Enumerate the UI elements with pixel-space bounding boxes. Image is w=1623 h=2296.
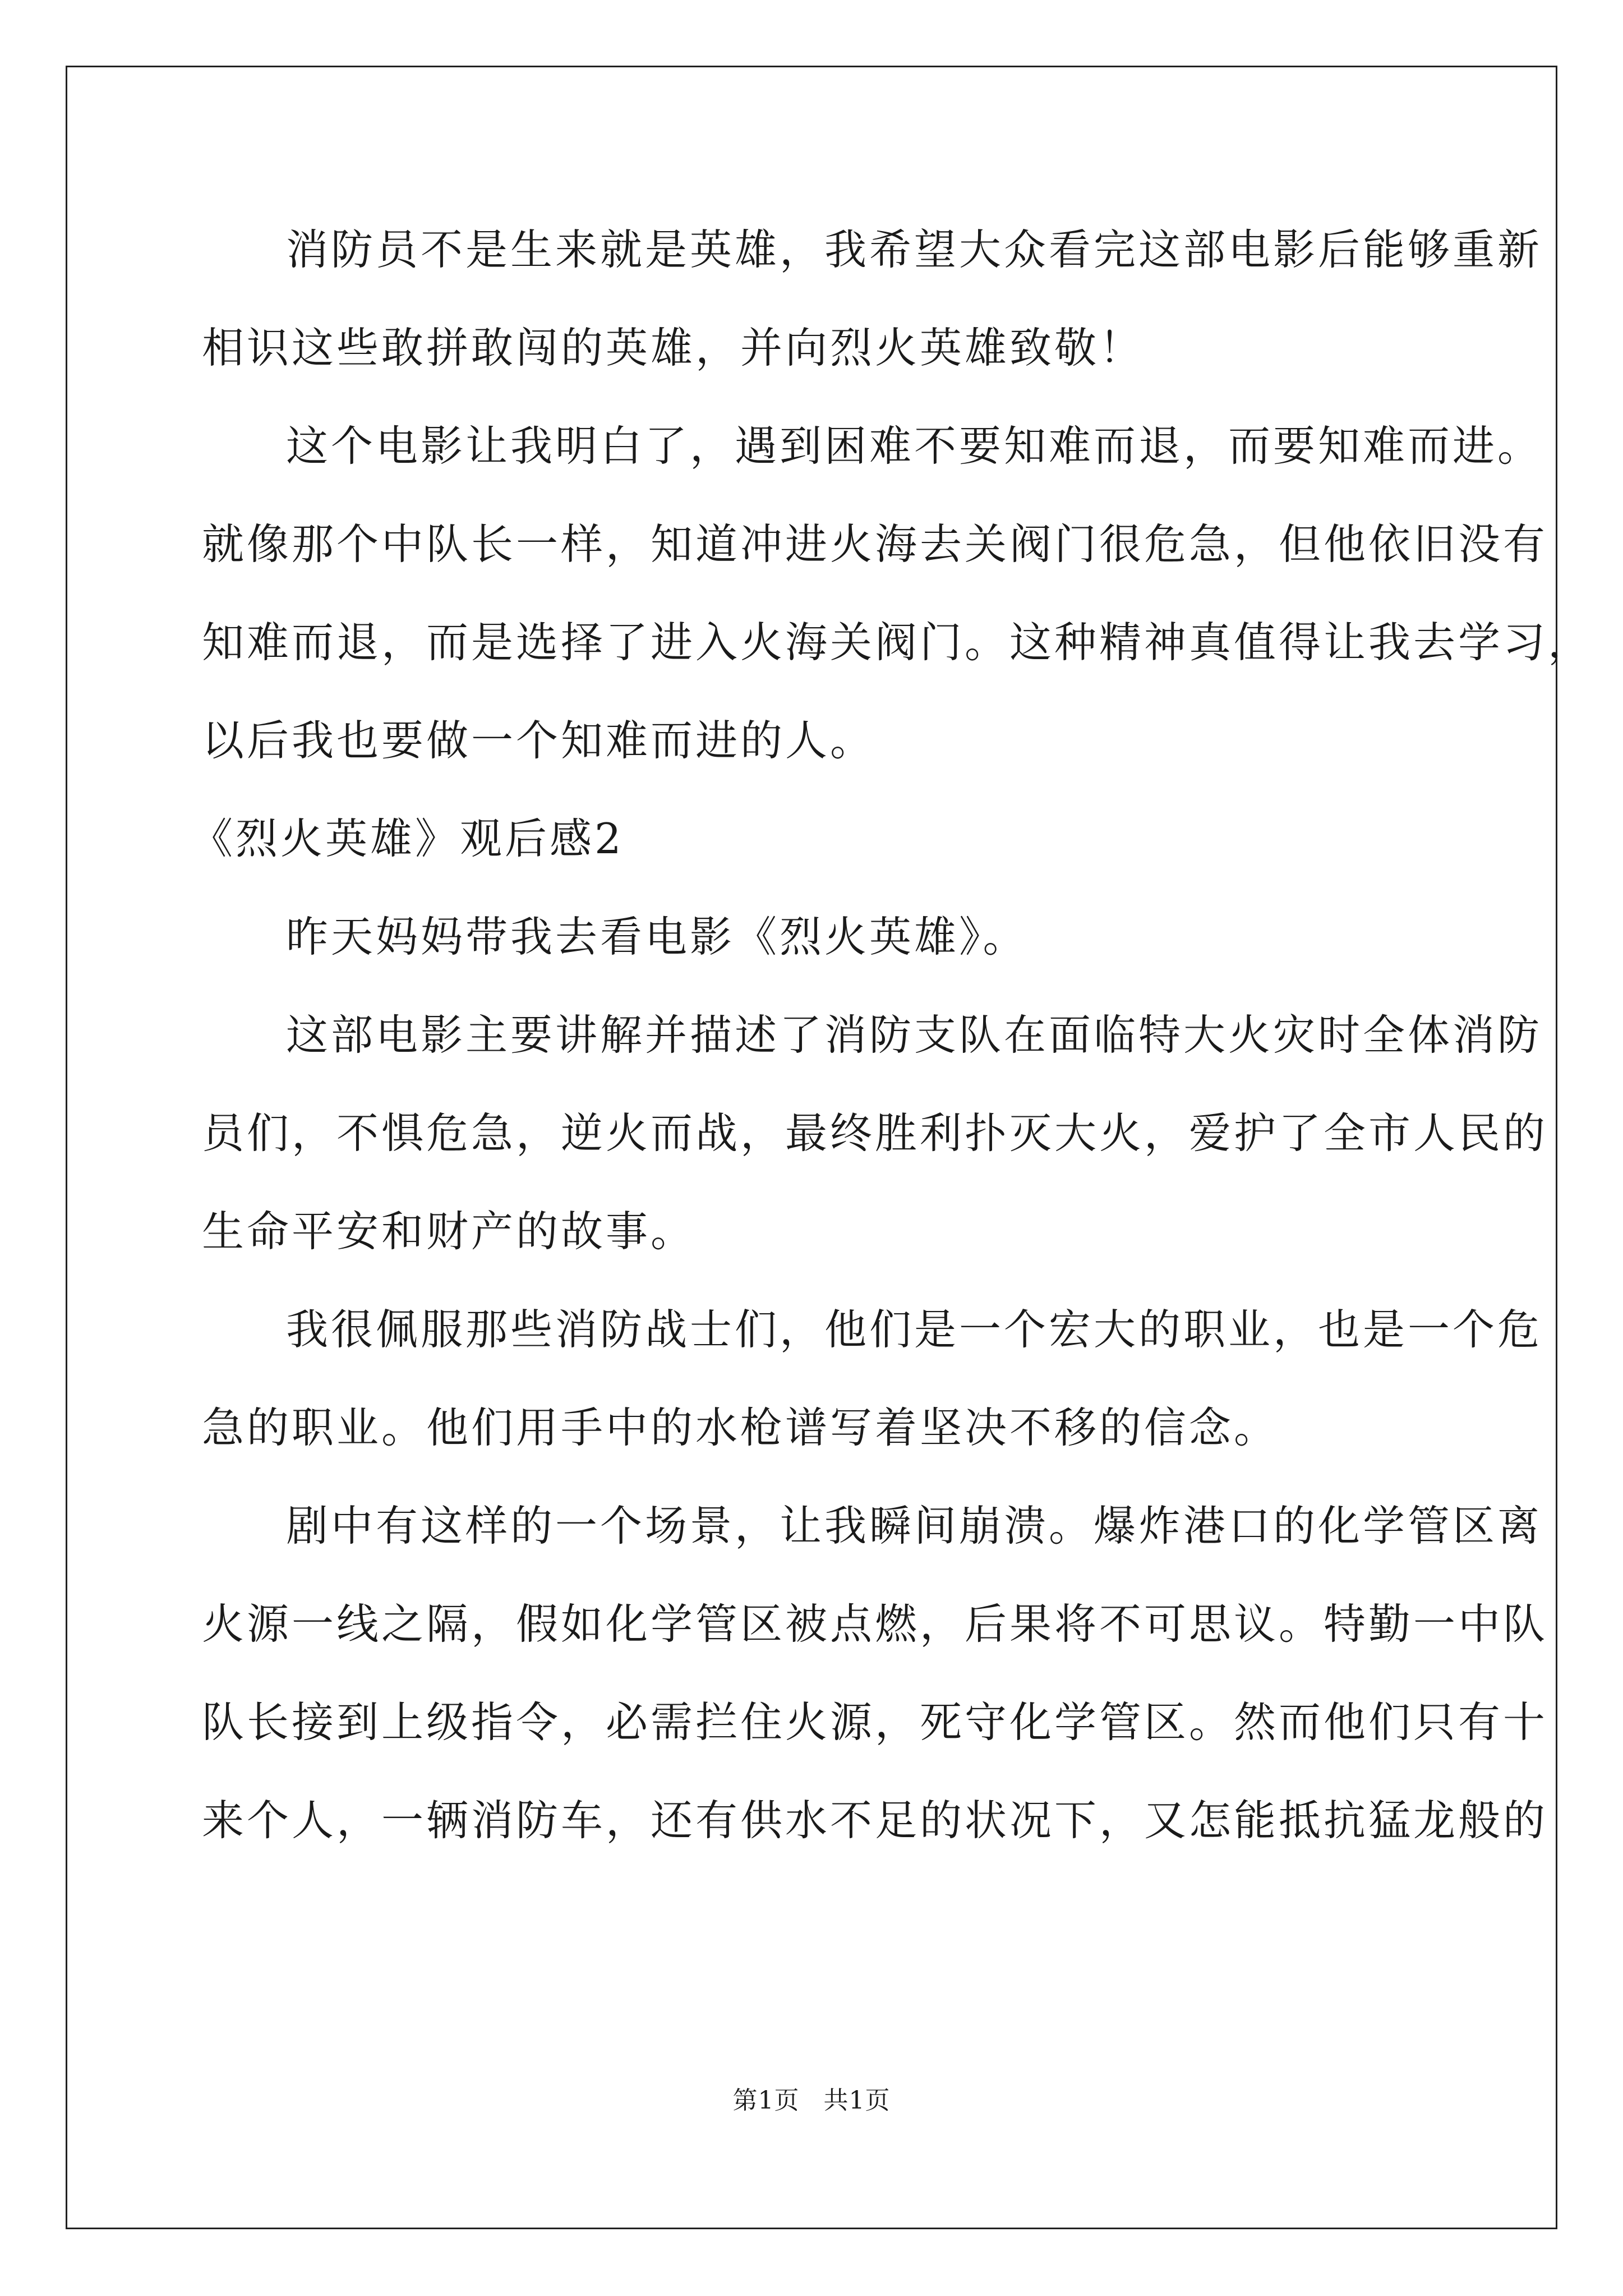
text-line: 火源一线之隔，假如化学管区被点燃，后果将不可思议。特勤一中队 — [202, 1599, 1548, 1649]
text-line: 昨天妈妈带我去看电影《烈火英雄》。 — [286, 912, 1028, 961]
text-line: 生命平安和财产的故事。 — [202, 1207, 696, 1256]
text-line: 剧中有这样的一个场景，让我瞬间崩溃。爆炸港口的化学管区离 — [286, 1501, 1543, 1550]
text-line: 以后我也要做一个知难而进的人。 — [202, 716, 875, 765]
text-line: 急的职业。他们用手中的水枪谱写着坚决不移的信念。 — [202, 1403, 1279, 1452]
text-line: 消防员不是生来就是英雄，我希望大众看完这部电影后能够重新 — [286, 225, 1543, 274]
text-line: 队长接到上级指令，必需拦住火源，死守化学管区。然而他们只有十 — [202, 1697, 1548, 1747]
text-line: 这个电影让我明白了，遇到困难不要知难而退，而要知难而进。 — [286, 421, 1543, 471]
page-number: 第1页 — [732, 2086, 800, 2115]
text-line: 来个人，一辆消防车，还有供水不足的状况下，又怎能抵抗猛龙般的 — [202, 1796, 1548, 1845]
text-line: 我很佩服那些消防战士们，他们是一个宏大的职业，也是一个危 — [286, 1305, 1543, 1354]
text-line: 知难而退，而是选择了进入火海关阀门。这种精神真值得让我去学习， — [202, 618, 1593, 667]
page-total: 共1页 — [823, 2086, 891, 2115]
text-line: 这部电影主要讲解并描述了消防支队在面临特大火灾时全体消防 — [286, 1010, 1543, 1060]
page-footer — [0, 2084, 1623, 2118]
text-line: 就像那个中队长一样，知道冲进火海去关阀门很危急，但他依旧没有 — [202, 519, 1548, 569]
text-line: 员们，不惧危急，逆火而战，最终胜利扑灭大火，爱护了全市人民的 — [202, 1108, 1548, 1158]
text-line: 相识这些敢拼敢闯的英雄，并向烈火英雄致敬！ — [202, 323, 1145, 372]
section-heading: 《烈火英雄》观后感2 — [191, 814, 624, 863]
